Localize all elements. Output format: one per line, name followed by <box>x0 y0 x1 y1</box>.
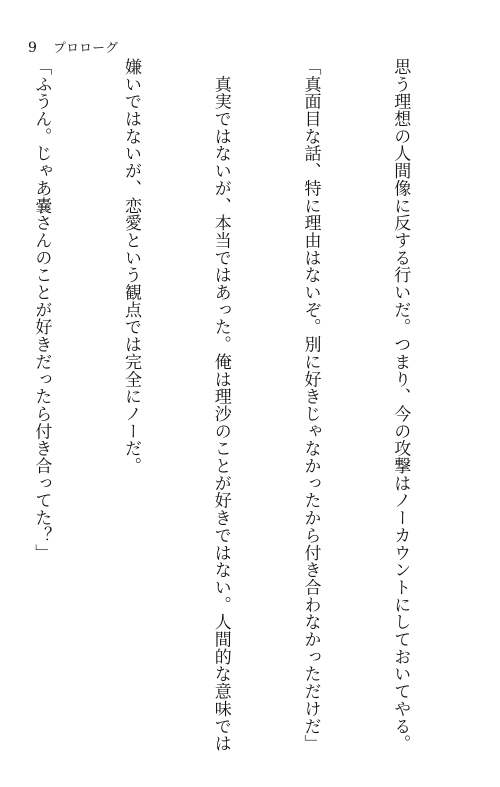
text-line: 嫌いではないが、恋愛という観点では完全にノーだ。 <box>121 58 142 475</box>
text-line: 思う理想の人間像に反する行いだ。つまり、今の攻撃はノーカウントにしておいてやる。 <box>390 58 411 752</box>
chapter-title: プロローグ <box>53 40 119 55</box>
body-text <box>0 58 474 752</box>
page-number: 9 <box>28 40 38 56</box>
text-line: 「ふうん。じゃあ嚢さんのことが好きだったら付き合ってた？」 <box>31 58 52 562</box>
page-header <box>28 38 118 54</box>
text-line: 「真面目な話、特に理由はないぞ。別に好きじゃなかったから付き合わなかっただけだ」 <box>300 58 321 752</box>
text-line: 真実ではないが、本当ではあった。俺は理沙のことが好きではない。人間的な意味では <box>210 58 231 752</box>
